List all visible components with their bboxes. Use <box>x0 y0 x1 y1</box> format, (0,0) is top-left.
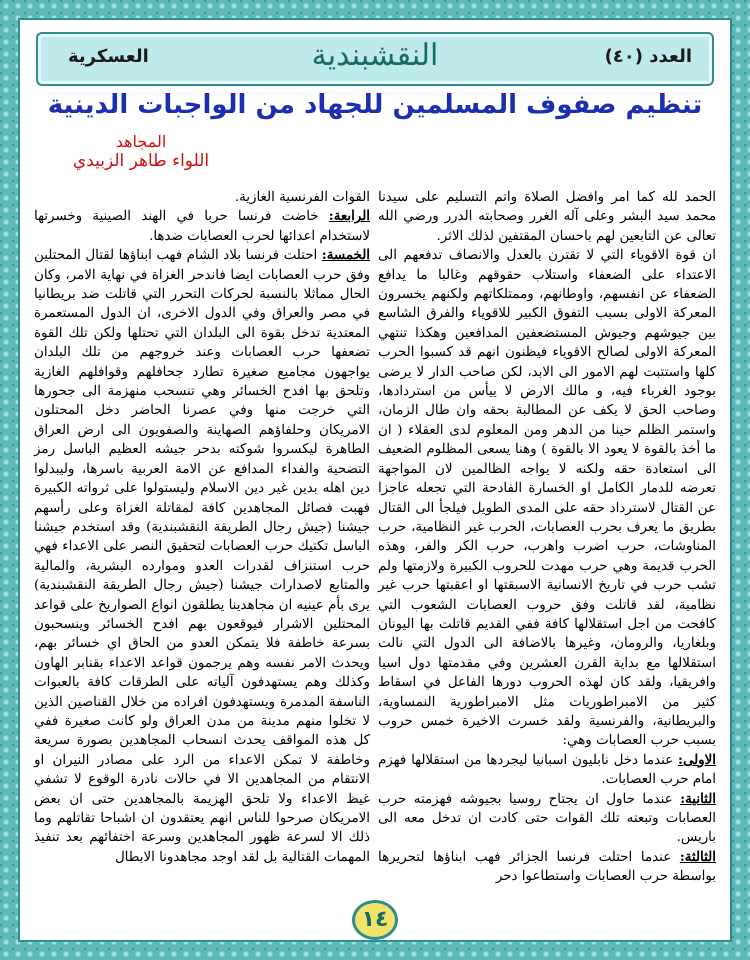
author-signature <box>56 132 226 171</box>
author-title: المجاهد <box>115 132 167 151</box>
list-item <box>34 246 370 867</box>
list-item <box>378 790 716 848</box>
item-text: احتلت فرنسا بلاد الشام فهب ابناؤها لقتال المحتلين وفق حرب العصابات ايضا فاندحر الغزاة في نهاية الامر، وكان الحال مماثلا بالنسبة لحركات التحرر التي قاتلت ضد بريطانيا في مصر والعراق وفي الدول الاخرى، ان الدول المستعمرة المعتدية تدخل بقوة الى البلدان التي تحتلها ولكن تلك القوة تضعفها حرب العصابات وعند خروجهم من تلك البلدان يواجهون مجاميع صغيرة تطارد جحافلهم وقوافلهم الغازية وتلحق بها افدح الخسائر وهي تنسحب منهزمة الى جحورها التي خرجت منها وفي عصرنا الحاضر دخل المحتلون الامريكان وحلفاؤهم الصهاينة والصفويون الى ارض العراق الطاهرة ليكسروا شوكته بدحر جيشه العظيم الباسل رمز التضحية والفداء المدافع عن الامة العربية باسرها، وليبدلوا دين اهله بدين غير دين الاسلام وليستولوا على ثرواته الكبيرة فهبت فصائل المجاهدين كافة لمقاتلة الغزاة وعلى رأسهم جيشنا (جيش رجال الطريقة النقشبندية) وقد استخدم جيشنا الباسل تكتيك حرب العصابات لتحقيق النصر على الاعداء فهي حرب استنزاف لقدرات العدو وموارده البشرية، والمالية والمتابع لاصدارات جيشنا (جيش رجال الطريقة النقشبندية) يرى بأم عينيه ان مجاهدينا يطلقون انواع الصواريخ على قواعد المحتلين الاشرار فيوقعون بهم افدح الخسائر وينسحبون بسرعة خاطفة فلا يتمكن العدو من الحاق اي خسائر بهم، ويحدث الامر نفسه وهم يرجمون قواعد الاعداء بقنابر الهاون وكذلك وهم يستهدفون آلياته على الطرقات كافة بالعبوات الناسفة المدمرة ويستهدفون افراده من خلال القناصين الذين لا تخلوا منهم مدينة من مدن العراق ولو كانت صغيرة ففي كل هذه المواقف يحدث انسحاب المجاهدين بصورة سريعة وخاطفة لا تمكن الاعداء من الرد على مصادر النيران او الانتقام من المجاهدين الا في حالات نادرة الوقوع لا تشفي غيظ الاعداء ولا تلحق الهزيمة بالمجاهدين حتى ان بعض الامريكان صرحوا للناس انهم يعتقدون ان اشباحا تقاتلهم وما ذلك الا لسرعة ظهور المجاهدين وسرعة اختفائهم بعد تنفيذ المهمات القتالية بل لقد اوجد مجاهدونا الابطال <box>34 248 370 865</box>
list-item <box>378 848 716 887</box>
page-content <box>18 18 732 942</box>
item-text: خاضت فرنسا حربا في الهند الصينية وخسرتها لاستخدام اعدائها لحرب العصابات ضدها. <box>34 209 370 244</box>
paragraph: القوات الفرنسية الغازية. <box>234 190 370 205</box>
item-text: عندما احتلت فرنسا الجزائر فهب ابناؤها لتحريرها بواسطة حرب العصابات واستطاعوا دحر <box>378 849 716 885</box>
magazine-logo: النقشبندية <box>311 38 439 73</box>
list-item <box>378 751 716 790</box>
article-column-left <box>34 188 370 912</box>
issue-number: العدد (٤٠) <box>604 46 692 67</box>
item-label: الثالثة: <box>679 848 716 865</box>
article-title: تنظيم صفوف المسلمين للجهاد من الواجبات الدينية <box>47 90 703 120</box>
list-item <box>34 207 370 246</box>
header-banner <box>36 32 714 86</box>
paragraph: ان قوة الاقوياء التي لا تقترن بالعدل والانصاف تدفعهم الى الاعتداء على الضعفاء واستلاب حقوقهم وغالبا ما يدافع الضعفاء عن انفسهم، واوطانهم، وممتلكاتهم ولكنهم يخسرون المعركة الاولى بسبب التفوق الكبير للاقوياء والفرق الشاسع بين جيوشهم وجيوش المستضعفين المدافعين وهكذا تنتهي المعركة الاولى لصالح الاقوياء فيظنون انهم قد كسبوا الحرب كلها واستتبت لهم الامور الى الابد، لكن صاحب الدار لا يرضى بوجود الغرباء فيه، و مالك الارض لا ييأس من استردادها، وصاحب الحق لا يكف عن المطالبة بحقه وان طال الزمان، واستمر الظلم حينا من الدهر ومن المعلوم لدى العقلاء ( ان ما أخذ بالقوة لا يعود الا بالقوة ) وهنا يسعى المظلوم الضعيف الى استعادة حقه ولكنه لا يواجه الظالمين لان المواجهة تعرضه للدمار الكامل او الخسارة الفادحة التي تجعله عاجزا عن القتال لاسترداد حقه على المدى الطويل فيلجأ الى القتال بطريق ما يعرف بحرب العصابات، الحرب غير النظامية، حرب المناوشات، حرب اضرب واهرب، حرب الكر والفر، وهذه الحرب قديمة وهي حرب مهدت للحروب الكبيرة ولازمتها ولم تشب حرب في تاريخ الانسانية الاسبقتها او اعقبتها حرب غير نظامية، لقد قاتلت وفق حروب العصابات الشعوب التي كافحت من اجل استقلالها كافة ففي القديم قاتلت بها اليونان وبلغاريا، والرومان، وغيرها بالاضافة الى الدول التي نالت استقلالها مع بداية القرن العشرين وفي مقدمتها دول اسيا وافريقيا، ولقد كان لهذه الحروب دورها الفاعل في اسقاط كثير من الامبراطوريات مثل الامبراطورية النمساوية، والبريطانية، والفرنسية ولقد خسرت الاخيرة خمس حروب بسبب حرب العصابات وهي: <box>378 248 716 749</box>
paragraph: الحمد لله كما امر وافضل الصلاة واتم التسليم على سيدنا محمد سيد البشر وعلى آله الغرر وصحابته الدرر ورضي الله تعالى عن التابعين لهم باحسان المقتفين لذلك الاثر. <box>378 190 716 244</box>
item-text: عندما دخل نابليون اسبانيا ليجردها من استقلالها فهزم امام حرب العصابات. <box>378 752 716 788</box>
item-text: عندما حاول ان يجتاح روسيا بجيوشه فهزمته حرب العصابات وتبعته تلك القوات حتى كادت ان تدخل معه الى باريس. <box>378 791 716 846</box>
article-column-right <box>378 188 716 912</box>
author-name: اللواء طاهر الزبيدي <box>72 151 210 171</box>
item-label: الاولى: <box>678 751 717 768</box>
section-name: العسكرية <box>68 46 149 67</box>
item-label: الثانية: <box>680 790 716 807</box>
item-label: الرابعة: <box>328 208 370 225</box>
page-number-badge: ١٤ <box>352 900 398 940</box>
item-label: الخمسة: <box>321 247 371 264</box>
